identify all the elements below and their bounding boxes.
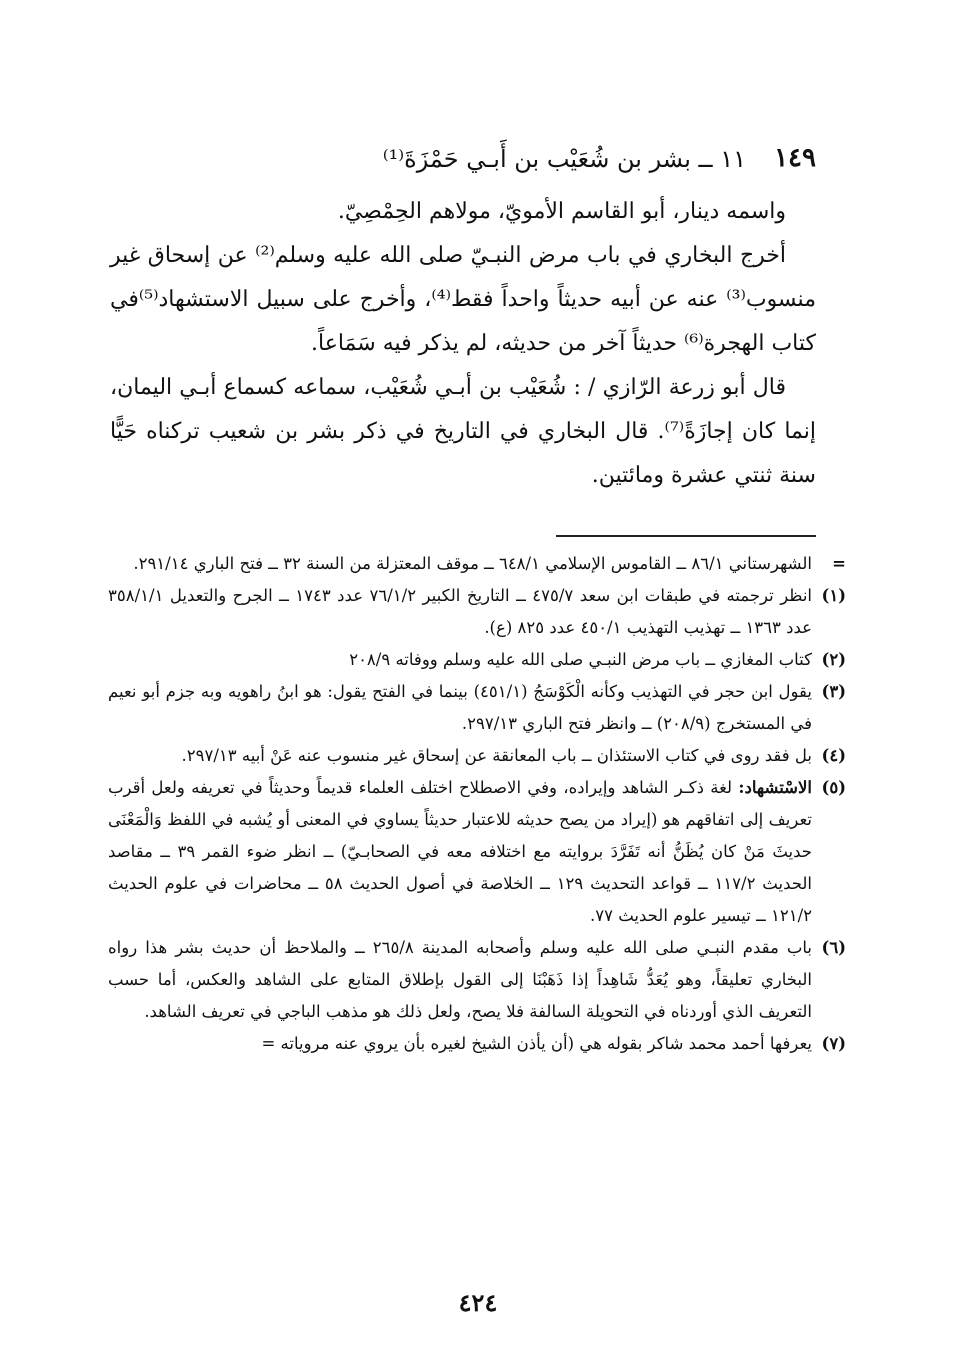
footnote-continuation (108, 548, 846, 580)
entry-heading: ١١ ــ بشر بن شُعَيْب بن أَبـي حَمْزَةَ⁽¹⁾ (382, 145, 746, 173)
footnote-4 (108, 740, 846, 772)
footnote-mark: (١) (821, 586, 846, 605)
footnote-text: باب مقدم النبـي صلى الله عليه وسلم وأصحابه المدينة ٢٦٥/٨ ــ والملاحظ أن حديث بشر هذا رواه البخاري تعليقاً، وهو يُعَدُّ شَاهِداً إذا ذَهَبْنَا إلى القول بإطلاق المتابع على الشاهد والعكس، أما حسب التعريف الذي أوردناه في التحويلة السالفة فلا يصح، ولعل ذلك هو مذهب الباجي في تعريف الشاهد. (108, 938, 812, 1021)
footnote-mark: (٥) (821, 778, 846, 797)
footnote-text: يقول ابن حجر في التهذيب وكأنه الْكَوْسَجُ (٤٥١/١) بينما في الفتح يقول: هو ابنُ راهويه وبه جزم أبو نعيم في المستخرج (٢٠٨/٩) ــ وانظر فتح الباري ٢٩٧/١٣. (108, 682, 812, 733)
footnote-6 (108, 932, 846, 1028)
main-paragraph: قال أبو زرعة الرّازي / : شُعَيْب بن أبـي شُعَيْب، سماعه كسماع أبـي اليمان، إنما كان إجازَةً⁽⁷⁾. قال البخاري في التاريخ في ذكر بشر بن شعيب تركناه حَيًّا سنة ثنتي عشرة ومائتين. (110, 375, 816, 488)
footnote-text: انظر ترجمته في طبقات ابن سعد ٤٧٥/٧ ــ التاريخ الكبير ٧٦/١/٢ عدد ١٧٤٣ ــ الجرح والتعديل ٣٥٨/١/١ عدد ١٣٦٣ ــ تهذيب التهذيب ٤٥٠/١ عدد ٨٢٥ (ع). (108, 586, 813, 637)
entry-number: ١٤٩ (774, 143, 816, 173)
footnote-mark: (٦) (821, 938, 846, 957)
footnote-mark: (٤) (821, 746, 846, 765)
footnote-body (108, 772, 812, 932)
main-paragraph: واسمه دينار، أبو القاسم الأمويّ، مولاهم الحِمْصِيّ. (337, 199, 786, 224)
footnote-text: الشهرستاني ٨٦/١ ــ القاموس الإسلامي ٦٤٨/١ ــ موقف المعتزلة من السنة ٣٢ ــ فتح الباري ٢٩١/١٤. (133, 554, 812, 573)
footnote-mark: (٣) (821, 682, 846, 701)
footnote-mark: (٧) (821, 1034, 846, 1053)
page-number: ٤٢٤ (458, 1288, 498, 1317)
footnote-text: يعرفها أحمد محمد شاكر بقوله هي (أن يأذن الشيخ لغيره بأن يروي عنه مروياته = (261, 1034, 812, 1053)
footnote-2 (108, 644, 846, 676)
main-paragraph: أخرج البخاري في باب مرض النبـيّ صلى الله عليه وسلم⁽²⁾ عن إسحاق غير منسوب⁽³⁾ عنه عن أبيه حديثاً واحداً فقط⁽⁴⁾، وأخرج على سبيل الاستشهاد⁽⁵⁾في كتاب الهجرة⁽⁶⁾ حديثاً آخر من حديثه، لم يذكر فيه سَمَاعاً. (110, 243, 816, 356)
footnote-text: كتاب المغازي ــ باب مرض النبـي صلى الله عليه وسلم ووفاته ٢٠٨/٩ (349, 650, 812, 669)
footnote-text: لغة ذكـر الشاهد وإيراده، وفي الاصطلاح اختلف العلماء قديماً وحديثاً في تعريفه ولعل أقرب تعريف إلى اتفاقهم هو (إيراد من يصح حديثه للاعتبار حديثاً يساوي في المعنى أو يُشبه في اللفظ وَالْمَعْنَى حديثَ مَنْ كان يُظَنُّ أنه تَفَرَّدَ بروايته مع اختلافه معه في الصحابـيّ) ــ انظر ضوء القمر ٣٩ ــ مقاصد الحديث ١١٧/٢ ــ قواعد التحديث ١٢٩ ــ الخلاصة في أصول الحديث ٥٨ ــ محاضرات في علوم الحديث ١٢١/٢ ــ تيسير علوم الحديث ٧٧. (108, 778, 813, 925)
footnote-mark: = (832, 554, 846, 573)
footnote-term: الاسْتشهاد: (738, 778, 812, 797)
footnote-divider (556, 535, 816, 537)
footnote-1 (108, 580, 846, 644)
main-text (110, 190, 816, 498)
footnote-5 (108, 772, 846, 932)
footnotes (108, 548, 846, 1060)
footnote-mark: (٢) (821, 650, 846, 669)
footnote-3 (108, 676, 846, 740)
footnote-text: بل فقد روى في كتاب الاستئذان ــ باب المعانقة عن إسحاق غير منسوب عنه عَنْ أبيه ٢٩٧/١٣. (181, 746, 812, 765)
footnote-7 (108, 1028, 846, 1060)
